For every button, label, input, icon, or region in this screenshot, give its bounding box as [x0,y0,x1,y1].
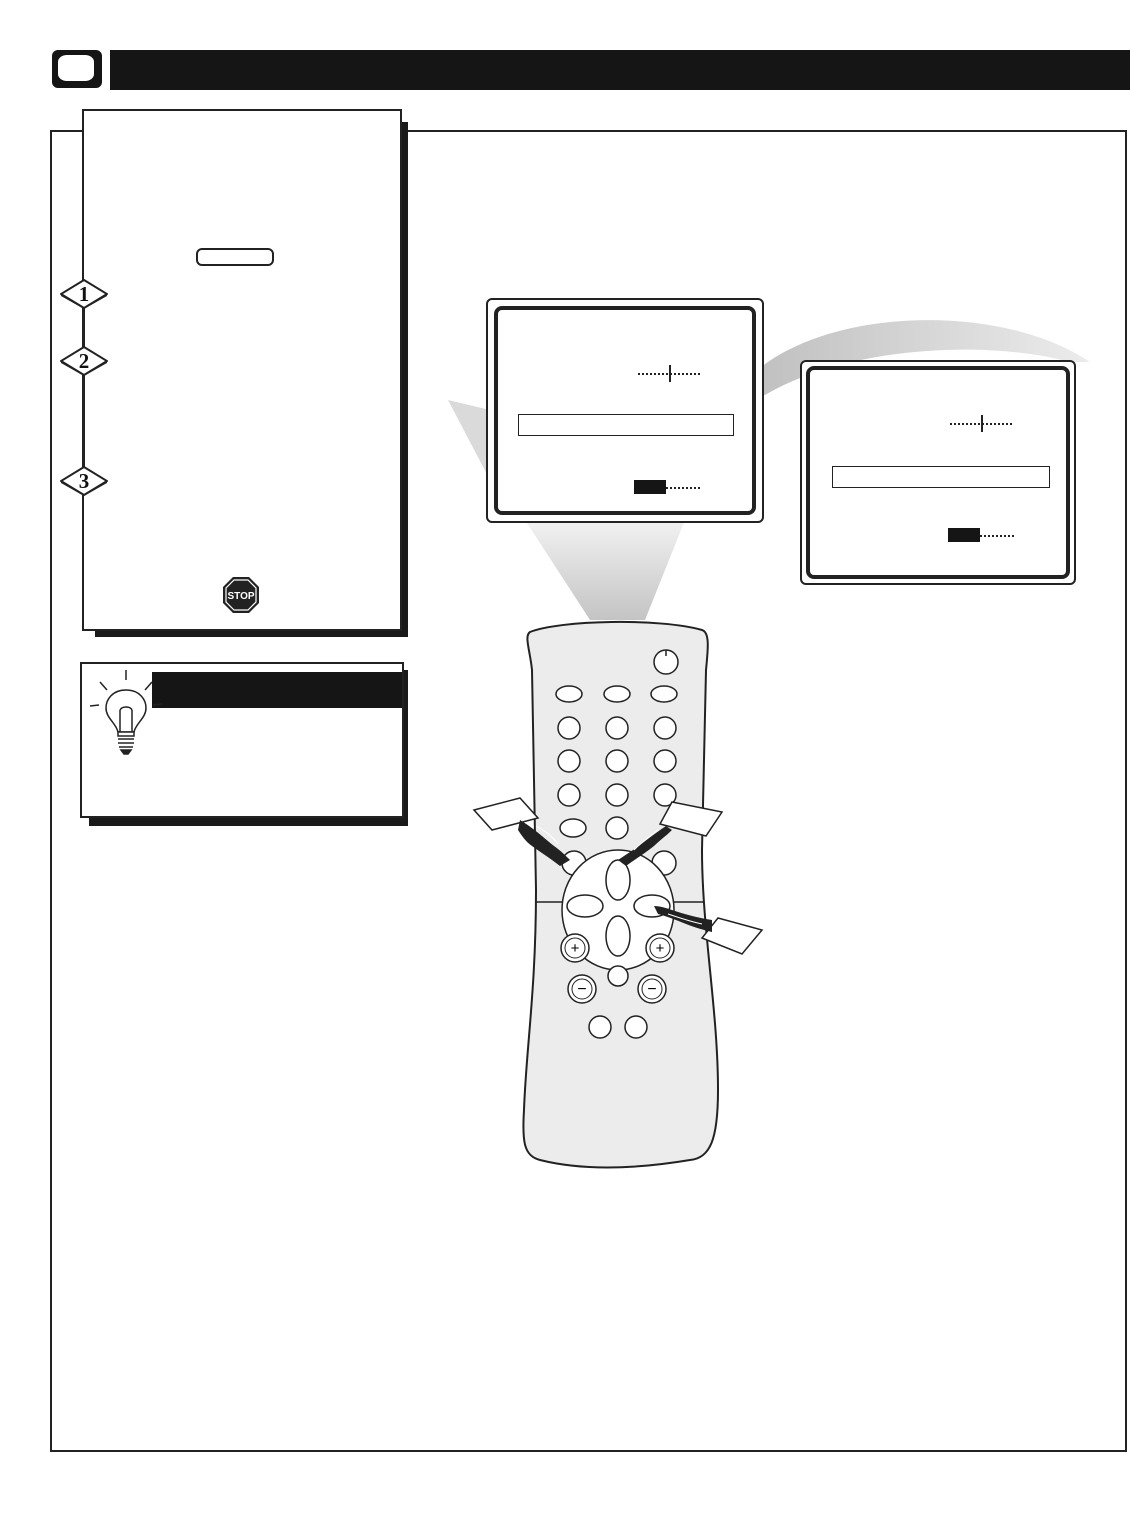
bottom-button-left [589,1016,611,1038]
digit-button-5 [606,750,628,772]
screen-2-highlight-row [832,466,1050,488]
digit-left-oval-button [560,819,586,837]
step-3-badge [60,466,108,496]
steps-connector-line [83,300,85,470]
volume-plus-symbol: + [570,940,580,957]
channel-plus-symbol: + [655,940,665,957]
stop-sign-icon [222,576,260,614]
digit-button-1 [558,717,580,739]
top-button-left [556,686,582,702]
remote-control [440,290,780,1170]
digit-button-4 [558,750,580,772]
tv-screen-2 [800,360,1076,585]
cursor-down-button [606,916,630,956]
steps-panel [82,109,402,631]
digit-button-7 [558,784,580,806]
screen-2-value-bar [948,524,1020,544]
step-1-badge [60,279,108,309]
step-2-number: 2 [78,349,90,373]
stop-label: STOP [227,591,255,602]
tv-icon [52,50,102,88]
cursor-up-button [606,860,630,900]
digit-button-0 [606,817,628,839]
digit-button-2 [606,717,628,739]
step-1-number: 1 [78,282,90,306]
digit-button-6 [654,750,676,772]
channel-minus-symbol: − [647,981,657,998]
mute-button [608,966,628,986]
cursor-left-button [567,895,603,917]
digit-button-8 [606,784,628,806]
top-button-center [604,686,630,702]
top-button-right [651,686,677,702]
menu-button-outline [196,248,274,266]
step-2-badge [60,346,108,376]
screen-2-slider [948,412,1018,432]
tip-title-band [152,672,402,708]
header-bar [110,50,1130,90]
lightbulb-icon [90,668,170,758]
bottom-button-right [625,1016,647,1038]
step-3-number: 3 [78,469,90,493]
digit-button-3 [654,717,676,739]
volume-minus-symbol: − [577,981,587,998]
